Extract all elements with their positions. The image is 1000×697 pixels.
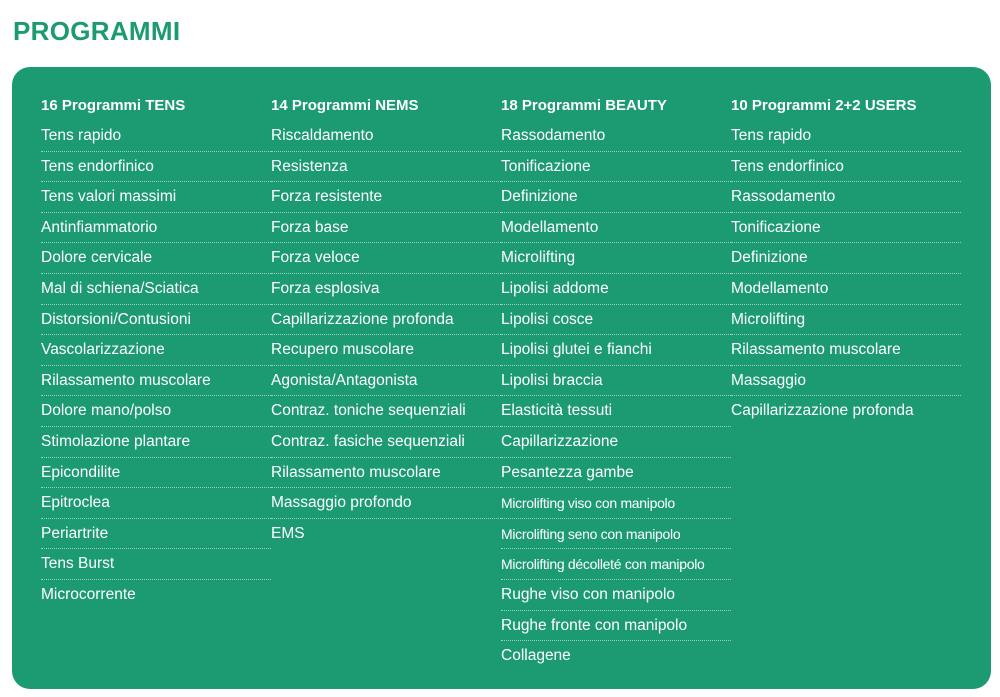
program-item: Epitroclea bbox=[41, 488, 271, 519]
program-item: Tonificazione bbox=[731, 213, 961, 244]
program-item: EMS bbox=[271, 524, 305, 542]
column-tens bbox=[41, 95, 271, 611]
program-item: Tens endorfinico bbox=[731, 152, 961, 183]
page-title: PROGRAMMI bbox=[13, 16, 181, 46]
program-list-tens bbox=[41, 121, 271, 611]
column-nems bbox=[271, 95, 501, 549]
program-item: Massaggio profondo bbox=[271, 488, 501, 519]
program-item: Contraz. toniche sequenziali bbox=[271, 396, 501, 427]
program-item: Tens endorfinico bbox=[41, 152, 271, 183]
program-item: Antinfiammatorio bbox=[41, 213, 271, 244]
program-item: Collagene bbox=[501, 647, 571, 665]
program-item: Lipolisi braccia bbox=[501, 366, 731, 397]
program-item: Riscaldamento bbox=[271, 121, 501, 152]
program-item: Rilassamento muscolare bbox=[41, 366, 271, 397]
program-item: Forza esplosiva bbox=[271, 274, 501, 305]
program-item: Tens rapido bbox=[41, 121, 271, 152]
program-item: Microcorrente bbox=[41, 585, 136, 603]
program-item: Rassodamento bbox=[501, 121, 731, 152]
program-item: Epicondilite bbox=[41, 458, 271, 489]
program-item: Agonista/Antagonista bbox=[271, 366, 501, 397]
program-item: Recupero muscolare bbox=[271, 335, 501, 366]
column-heading-beauty: 18 Programmi BEAUTY bbox=[501, 97, 667, 114]
program-item: Tens rapido bbox=[731, 121, 961, 152]
program-item: Forza resistente bbox=[271, 182, 501, 213]
column-heading-tens: 16 Programmi TENS bbox=[41, 97, 186, 114]
program-item: Distorsioni/Contusioni bbox=[41, 305, 271, 336]
program-item: Microlifting décolleté con manipolo bbox=[501, 549, 731, 580]
program-item: Dolore mano/polso bbox=[41, 396, 271, 427]
program-item: Lipolisi glutei e fianchi bbox=[501, 335, 731, 366]
program-item: Resistenza bbox=[271, 152, 501, 183]
column-heading-users: 10 Programmi 2+2 USERS bbox=[731, 97, 917, 114]
program-item: Rilassamento muscolare bbox=[271, 458, 501, 489]
program-item: Periartrite bbox=[41, 519, 271, 550]
program-item: Modellamento bbox=[731, 274, 961, 305]
program-item: Tens Burst bbox=[41, 549, 271, 580]
column-heading-nems: 14 Programmi NEMS bbox=[271, 97, 419, 114]
program-list-users bbox=[731, 121, 961, 427]
column-beauty bbox=[501, 95, 731, 672]
program-item: Lipolisi cosce bbox=[501, 305, 731, 336]
program-item: Capillarizzazione profonda bbox=[271, 305, 501, 336]
program-item: Forza veloce bbox=[271, 243, 501, 274]
program-item: Stimolazione plantare bbox=[41, 427, 271, 458]
program-item: Rilassamento muscolare bbox=[731, 335, 961, 366]
program-item: Microlifting bbox=[731, 305, 961, 336]
program-item: Dolore cervicale bbox=[41, 243, 271, 274]
program-item: Rughe fronte con manipolo bbox=[501, 611, 731, 642]
program-item: Microlifting viso con manipolo bbox=[501, 488, 731, 519]
program-list-nems bbox=[271, 121, 501, 549]
program-item: Massaggio bbox=[731, 366, 961, 397]
program-item: Vascolarizzazione bbox=[41, 335, 271, 366]
program-item: Definizione bbox=[501, 182, 731, 213]
programs-panel bbox=[12, 67, 991, 689]
program-item: Rughe viso con manipolo bbox=[501, 580, 731, 611]
program-item: Definizione bbox=[731, 243, 961, 274]
program-item: Mal di schiena/Sciatica bbox=[41, 274, 271, 305]
program-item: Elasticità tessuti bbox=[501, 396, 731, 427]
program-item: Tens valori massimi bbox=[41, 182, 271, 213]
program-item: Rassodamento bbox=[731, 182, 961, 213]
program-list-beauty bbox=[501, 121, 731, 672]
program-item: Capillarizzazione bbox=[501, 427, 731, 458]
program-item: Microlifting seno con manipolo bbox=[501, 519, 731, 550]
program-item: Lipolisi addome bbox=[501, 274, 731, 305]
program-item: Pesantezza gambe bbox=[501, 458, 731, 489]
column-users bbox=[731, 95, 961, 427]
program-item: Tonificazione bbox=[501, 152, 731, 183]
program-item: Modellamento bbox=[501, 213, 731, 244]
program-item: Contraz. fasiche sequenziali bbox=[271, 427, 501, 458]
program-item: Capillarizzazione profonda bbox=[731, 402, 914, 420]
program-item: Forza base bbox=[271, 213, 501, 244]
program-item: Microlifting bbox=[501, 243, 731, 274]
